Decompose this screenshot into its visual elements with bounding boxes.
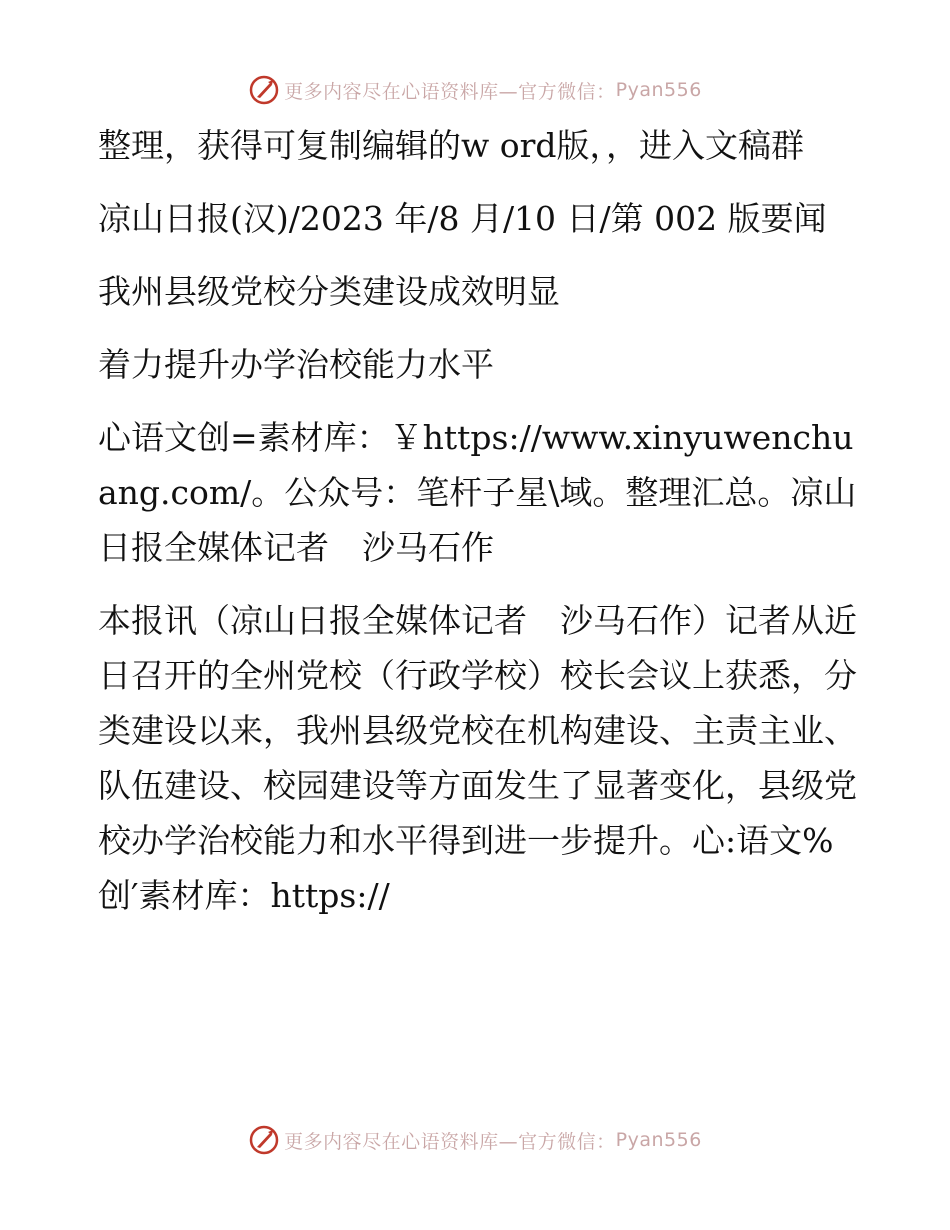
watermark-header [0,70,950,110]
paragraph-lead: 本报讯（凉山日报全媒体记者 沙马石作）记者从近日召开的全州党校（行政学校）校长会议上获悉，分类建设以来，我州县级党校在机构建设、主责主业、队伍建设、校园建设等方面发生了显著变化，县级党校办学治校能力和水平得到进一步提升。心:语文%创′素材库：https:// [98,601,857,915]
watermark-text: 更多内容尽在心语资料库—官方微信： [284,1130,616,1153]
watermark-handle: Pyan556 [615,1129,702,1151]
paragraph-source: 凉山日报(汉)/2023 年/8 月/10 日/第 002 版要闻 [98,199,827,238]
document-body [98,118,858,923]
headline-sub: 着力提升办学治校能力水平 [98,345,494,384]
paragraph-byline: 心语文创=素材库：￥https://www.xinyuwenchuang.com/。公众号：笔杆子星\域。整理汇总。凉山日报全媒体记者 沙马石作 [98,418,857,567]
paragraph-intro: 整理，获得可复制编辑的w ord版，，进入文稿群 [98,126,805,165]
headline-main: 我州县级党校分类建设成效明显 [98,272,560,311]
watermark-footer [0,1120,950,1160]
quill-logo-icon [248,74,280,106]
watermark-text: 更多内容尽在心语资料库—官方微信： [284,80,616,103]
watermark-handle: Pyan556 [615,79,702,101]
quill-logo-icon [248,1124,280,1156]
